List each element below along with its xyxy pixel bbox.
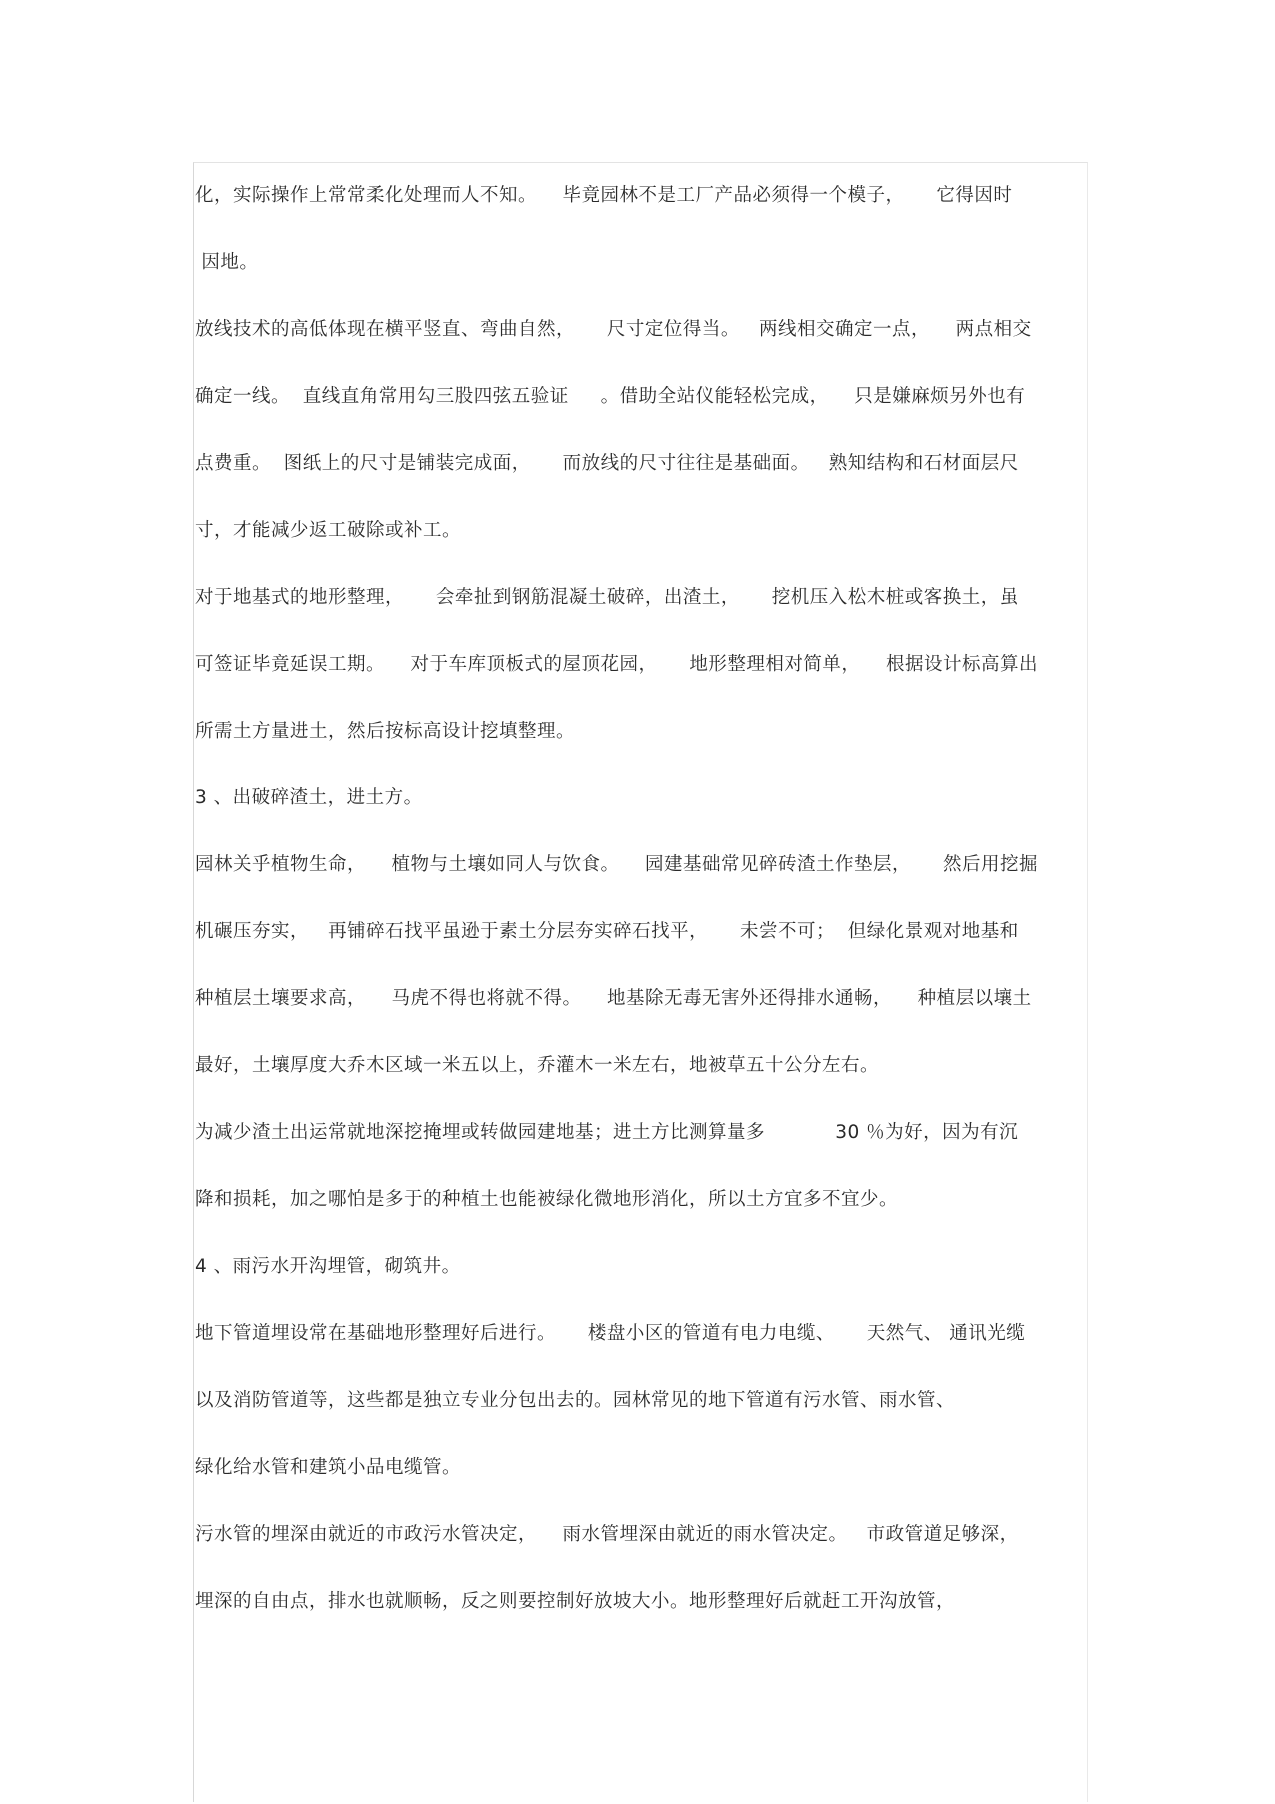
text-line: 为减少渣土出运常就地深挖掩埋或转做园建地基；进土方比测算量多 30 ％为好，因为有沉 [195, 1122, 1019, 1143]
text-line: 寸，才能减少返工破除或补工。 [195, 520, 462, 541]
text-line: 污水管的埋深由就近的市政污水管决定， 雨水管埋深由就近的雨水管决定。 市政管道足够深， [195, 1524, 1019, 1545]
text-line: 化，实际操作上常常柔化处理而人不知。 毕竟园林不是工厂产品必须得一个模子， 它得因时 [195, 185, 1013, 206]
text-line: 地下管道埋设常在基础地形整理好后进行。 楼盘小区的管道有电力电缆、 天然气、 通讯光缆 [195, 1323, 1026, 1344]
section-heading: 3 、出破碎渣土，进土方。 [195, 787, 423, 808]
text-line: 机碾压夯实， 再铺碎石找平虽逊于素土分层夯实碎石找平， 未尝不可； 但绿化景观对地基和 [195, 921, 1019, 942]
text-line: 对于地基式的地形整理， 会牵扯到钢筋混凝土破碎，出渣土， 挖机压入松木桩或客换土，虽 [195, 587, 1019, 608]
text-line: 确定一线。 直线直角常用勾三股四弦五验证 。借助全站仪能轻松完成， 只是嫌麻烦另外也有 [195, 386, 1026, 407]
text-line: 放线技术的高低体现在横平竖直、弯曲自然， 尺寸定位得当。 两线相交确定一点， 两点相交 [195, 319, 1032, 340]
text-line: 所需土方量进土，然后按标高设计挖填整理。 [195, 721, 576, 742]
text-line: 埋深的自由点，排水也就顺畅，反之则要控制好放坡大小。地形整理好后就赶工开沟放管， [195, 1591, 956, 1612]
text-line: 以及消防管道等，这些都是独立专业分包出去的。园林常见的地下管道有污水管、雨水管、 [195, 1390, 956, 1411]
text-line: 园林关乎植物生命， 植物与土壤如同人与饮食。 园建基础常见碎砖渣土作垫层， 然后用挖掘 [195, 854, 1038, 875]
text-line: 降和损耗，加之哪怕是多于的种植土也能被绿化微地形消化，所以土方宜多不宜少。 [195, 1189, 899, 1210]
text-line: 因地。 [195, 252, 259, 273]
text-line: 绿化给水管和建筑小品电缆管。 [195, 1457, 462, 1478]
text-line: 点费重。 图纸上的尺寸是铺装完成面， 而放线的尺寸往往是基础面。 熟知结构和石材面层尺 [195, 453, 1019, 474]
text-line: 最好，土壤厚度大乔木区域一米五以上，乔灌木一米左右，地被草五十公分左右。 [195, 1055, 880, 1076]
text-line: 种植层土壤要求高， 马虎不得也将就不得。 地基除无毒无害外还得排水通畅， 种植层以壤土 [195, 988, 1032, 1009]
section-heading: 4 、雨污水开沟埋管，砌筑井。 [195, 1256, 461, 1277]
text-line: 可签证毕竟延误工期。 对于车库顶板式的屋顶花园， 地形整理相对简单， 根据设计标高算出 [195, 654, 1038, 675]
